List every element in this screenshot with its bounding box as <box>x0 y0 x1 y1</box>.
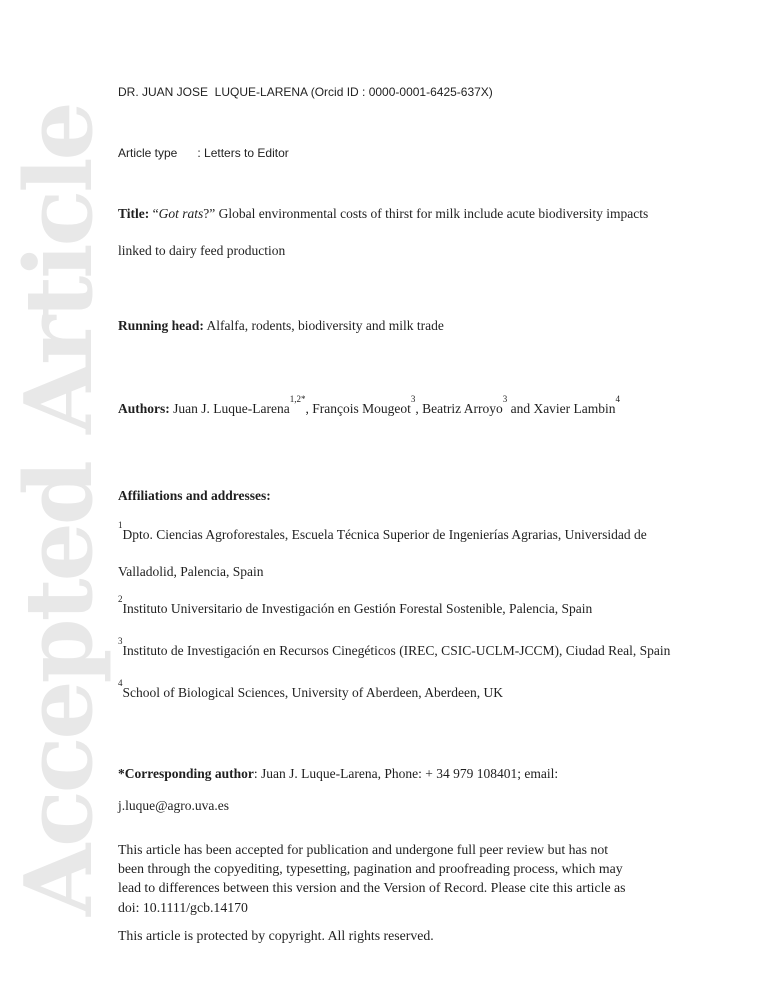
corresponding-author-label: *Corresponding author <box>118 766 254 781</box>
title-open-quote: “ <box>149 206 159 221</box>
affiliation-1-text: Dpto. Ciencias Agroforestales, Escuela Técnica Superior de Ingenierías Agrarias, Universidad de Valladolid, Palencia, Spain <box>118 527 650 579</box>
affiliation-1 <box>118 516 683 590</box>
affiliation-3 <box>118 632 683 669</box>
title-italic-phrase: Got rats <box>158 206 204 221</box>
affiliation-4-text: School of Biological Sciences, University of Aberdeen, Aberdeen, UK <box>122 685 504 700</box>
running-head <box>118 307 683 344</box>
corresponding-author <box>118 758 683 822</box>
authors-line <box>118 390 683 427</box>
accepted-article-watermark: Accepted Article <box>4 104 113 916</box>
author-1: Juan J. Luque-Larena <box>169 401 290 416</box>
disclaimer-doi-line: doi: 10.1111/gcb.14170 <box>118 899 248 915</box>
article-title <box>118 195 683 269</box>
author-1-affiliation-sup: 1,2* <box>289 394 306 404</box>
title-line1-rest: ?” Global environmental costs of thirst for milk include acute biodiversity impacts <box>203 206 649 221</box>
corresponding-author-details: : Juan J. Luque-Larena, Phone: + 34 979 108401; email: <box>253 766 559 781</box>
disclaimer-line-1: This article has been accepted for publication and undergone full peer review but has not <box>118 842 609 857</box>
author-4: and Xavier Lambin <box>507 401 616 416</box>
title-line2: linked to dairy feed production <box>118 243 286 258</box>
running-head-label: Running head: <box>118 318 204 333</box>
authors-label: Authors: <box>118 401 170 416</box>
affiliation-4-sup: 4 <box>118 678 123 688</box>
author-2-affiliation-sup: 3 <box>410 394 416 404</box>
acceptance-disclaimer <box>118 840 683 917</box>
author-4-affiliation-sup: 4 <box>615 394 621 404</box>
affiliation-3-text: Instituto de Investigación en Recursos Cinegéticos (IREC, CSIC-UCLM-JCCM), Ciudad Real, Spain <box>122 643 671 658</box>
running-head-text: Alfalfa, rodents, biodiversity and milk trade <box>203 318 444 333</box>
affiliation-2-sup: 2 <box>118 594 123 604</box>
author-3: , Beatriz Arroyo <box>415 401 503 416</box>
affiliations-heading: Affiliations and addresses: <box>118 488 271 503</box>
affiliation-2 <box>118 590 683 627</box>
affiliation-4 <box>118 674 683 711</box>
title-label: Title: <box>118 206 150 221</box>
affiliation-3-sup: 3 <box>118 636 123 646</box>
affiliation-2-text: Instituto Universitario de Investigación en Gestión Forestal Sostenible, Palencia, Spain <box>122 601 593 616</box>
article-type-line: Article type : Letters to Editor <box>118 146 289 160</box>
disclaimer-line-3: lead to differences between this version and the Version of Record. Please cite this article as <box>118 880 626 896</box>
disclaimer-line-2: been through the copyediting, typesetting, pagination and proofreading process, which may <box>118 861 623 877</box>
author-3-affiliation-sup: 3 <box>502 394 508 404</box>
affiliation-1-sup: 1 <box>118 520 123 530</box>
corresponding-author-email: j.luque@agro.uva.es <box>118 798 230 813</box>
orcid-line: DR. JUAN JOSE LUQUE-LARENA (Orcid ID : 0000-0001-6425-637X) <box>118 85 493 99</box>
author-2: , François Mougeot <box>305 401 411 416</box>
copyright-notice: This article is protected by copyright. All rights reserved. <box>118 928 434 943</box>
